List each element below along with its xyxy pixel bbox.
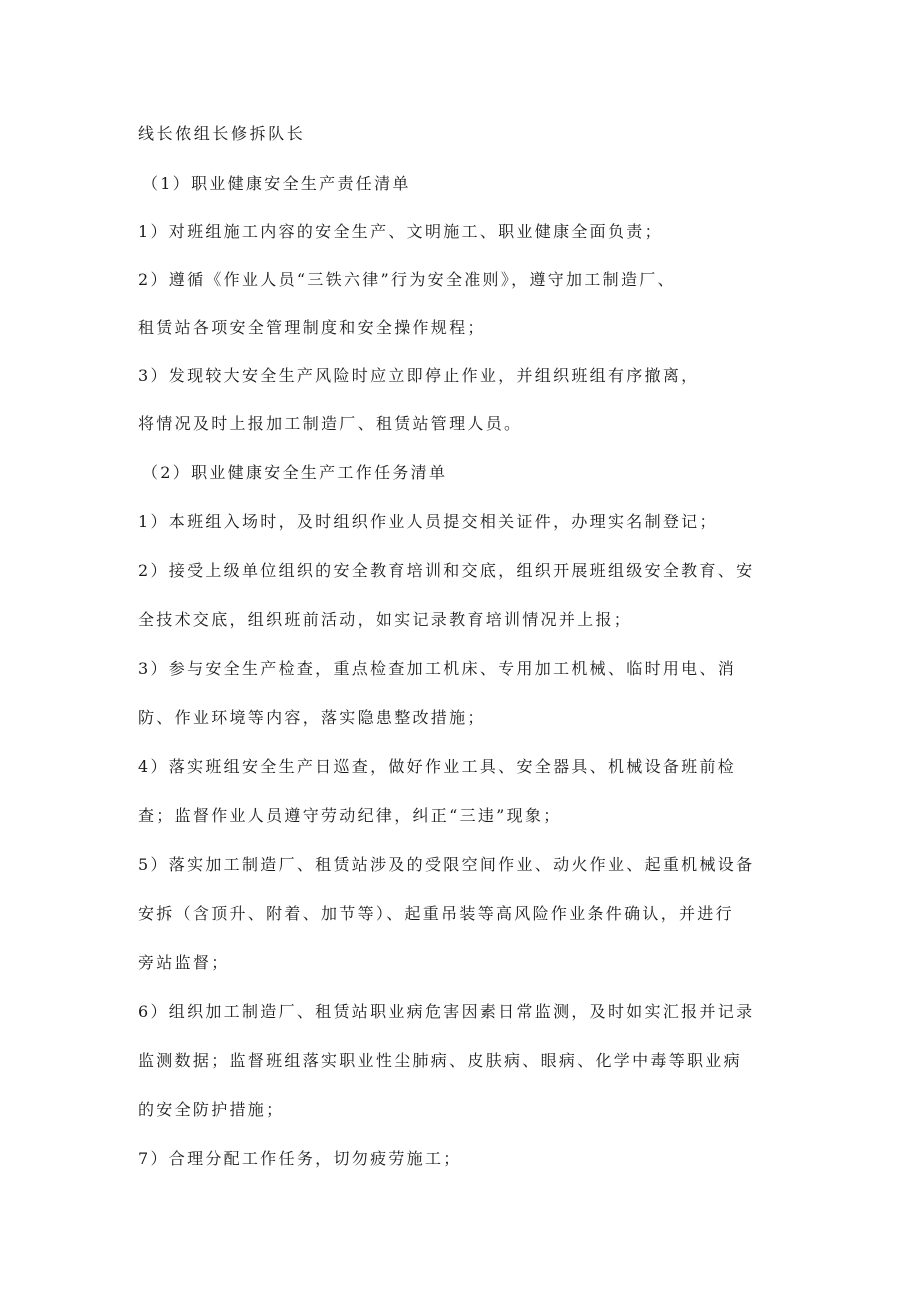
section-1-line-4: 3）发现较大安全生产风险时应立即停止作业，并组织班组有序撤离，: [138, 366, 700, 385]
section-2-line-2: 2）接受上级单位组织的安全教育培训和交底，组织开展班组级安全教育、安: [138, 561, 755, 580]
section-2-heading: （2）职业健康安全生产工作任务清单: [142, 463, 448, 482]
section-1-heading: （1）职业健康安全生产责任清单: [142, 174, 411, 193]
section-1-line-5: 将情况及时上报加工制造厂、租赁站管理人员。: [138, 414, 523, 433]
section-2-line-8: 5）落实加工制造厂、租赁站涉及的受限空间作业、动火作业、起重机械设备: [138, 855, 755, 874]
section-2-line-5: 防、作业环境等内容，落实隐患整改措施；: [138, 708, 486, 727]
section-2-line-7: 查；监督作业人员遵守劳动纪律，纠正“三违”现象；: [138, 806, 562, 825]
section-1-line-2: 2）遵循《作业人员“三铁六律”行为安全准则》，遵守加工制造厂、: [138, 270, 676, 289]
section-2-line-3: 全技术交底，组织班前活动，如实记录教育培训情况并上报；: [138, 610, 633, 629]
section-2-line-12: 监测数据；监督班组落实职业性尘肺病、皮肤病、眼病、化学中毒等职业病: [138, 1051, 742, 1070]
document-title: 线长侬组长修拆队长: [138, 124, 306, 143]
section-2-line-9: 安拆（含顶升、附着、加节等）、起重吊装等高风险作业条件确认，并进行: [138, 904, 734, 923]
section-2-line-4: 3）参与安全生产检查，重点检查加工机床、专用加工机械、临时用电、消: [138, 659, 737, 678]
section-2-line-10: 旁站监督；: [138, 953, 230, 972]
section-2-line-1: 1）本班组入场时，及时组织作业人员提交相关证件，办理实名制登记；: [138, 512, 718, 531]
section-1-line-3: 租赁站各项安全管理制度和安全操作规程；: [138, 318, 486, 337]
section-2-line-13: 的安全防护措施；: [138, 1100, 285, 1119]
section-1-line-1: 1）对班组施工内容的安全生产、文明施工、职业健康全面负责；: [138, 222, 663, 241]
section-2-line-11: 6）组织加工制造厂、租赁站职业病危害因素日常监测，及时如实汇报并记录: [138, 1002, 755, 1021]
section-2-line-14: 7）合理分配工作任务，切勿疲劳施工；: [138, 1149, 462, 1168]
section-2-line-6: 4）落实班组安全生产日巡查，做好作业工具、安全器具、机械设备班前检: [138, 757, 737, 776]
